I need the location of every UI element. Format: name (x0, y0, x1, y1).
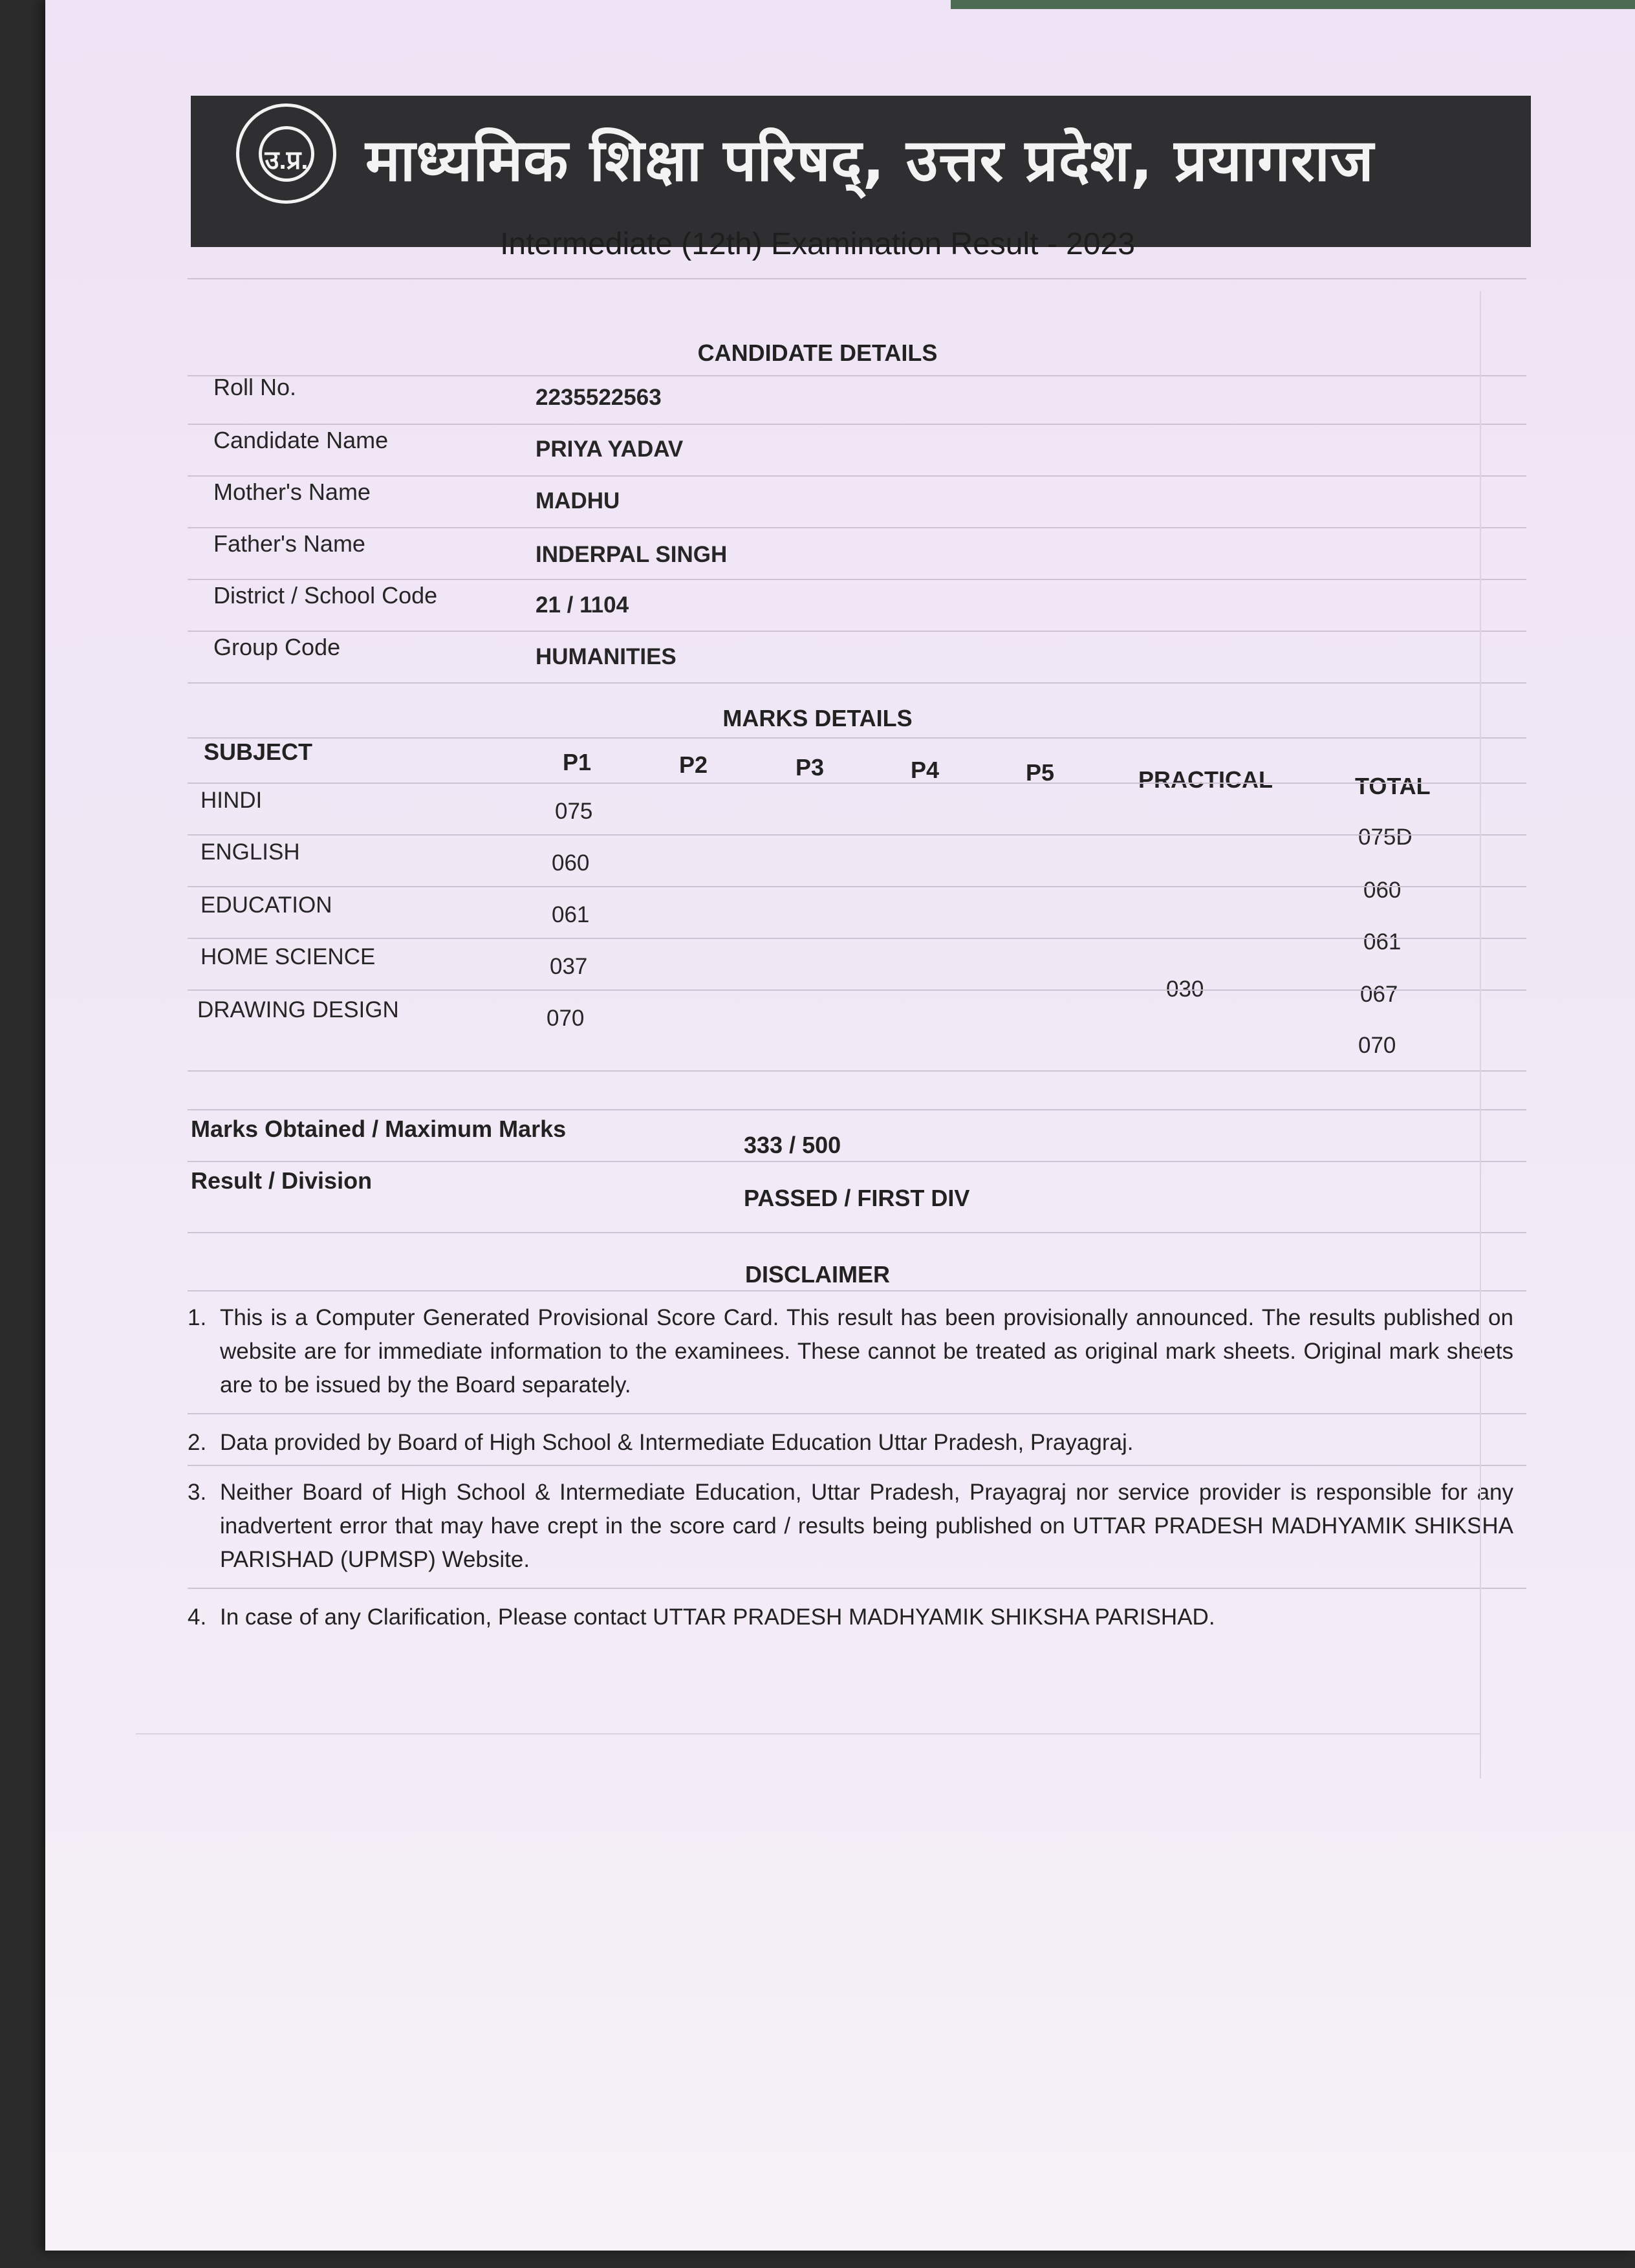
board-emblem-icon: उ.प्र. (236, 103, 336, 204)
p3-header: P3 (796, 754, 825, 781)
roll-no-label: Roll No. (213, 374, 297, 400)
background-strip (951, 0, 1635, 9)
marks-obtained-label: Marks Obtained / Maximum Marks (191, 1116, 567, 1142)
disclaimer-title: DISCLAIMER (745, 1261, 890, 1288)
total-cell: 067 (1360, 982, 1398, 1007)
group-code-label: Group Code (213, 634, 341, 660)
marks-details-title: MARKS DETAILS (722, 705, 913, 731)
total-cell: 060 (1363, 878, 1402, 903)
p1-cell: 061 (552, 902, 590, 927)
disclaimer-item: 2. Data provided by Board of High School & Intermediate Education Uttar Pradesh, Prayagraj. (188, 1430, 1134, 1455)
marks-obtained-value: 333 / 500 (744, 1132, 841, 1158)
subject-cell: ENGLISH (200, 839, 300, 865)
p2-header: P2 (679, 751, 708, 778)
group-code-value: HUMANITIES (536, 644, 677, 669)
result-division-value: PASSED / FIRST DIV (744, 1185, 970, 1211)
subject-header: SUBJECT (204, 739, 313, 765)
divider (188, 375, 1526, 376)
frame-line (1480, 291, 1481, 1778)
p1-cell: 070 (547, 1006, 585, 1031)
subject-cell: DRAWING DESIGN (197, 997, 399, 1022)
frame-line (136, 1733, 1481, 1734)
roll-no-value: 2235522563 (536, 385, 662, 410)
disclaimer-item: 3. Neither Board of High School & Intermediate Education, Uttar Pradesh, Prayagraj nor service provider is responsible for any inadvertent error that may have crept in the score card / results being published on UTTAR PRADESH MADHYAMIK SHIKSHA PARISHAD (UPMSP) Website. (188, 1480, 1513, 1572)
district-school-code-value: 21 / 1104 (536, 592, 629, 618)
total-cell: 070 (1358, 1033, 1396, 1058)
fathers-name-value: INDERPAL SINGH (536, 542, 728, 567)
mothers-name-label: Mother's Name (213, 479, 371, 505)
p4-header: P4 (911, 757, 940, 783)
district-school-code-label: District / School Code (213, 582, 438, 609)
header-banner (191, 96, 1531, 247)
mothers-name-value: MADHU (536, 488, 620, 513)
board-name: माध्यमिक शिक्षा परिषद्, उत्तर प्रदेश, प्रयागराज (365, 127, 1374, 195)
practical-cell: 030 (1166, 977, 1204, 1002)
candidate-name-value: PRIYA YADAV (536, 437, 684, 462)
fathers-name-label: Father's Name (213, 530, 365, 557)
p1-header: P1 (563, 749, 592, 775)
candidate-details-title: CANDIDATE DETAILS (697, 340, 938, 366)
result-division-label: Result / Division (191, 1167, 373, 1194)
practical-header: PRACTICAL (1138, 766, 1273, 793)
candidate-name-label: Candidate Name (213, 427, 389, 453)
total-header: TOTAL (1355, 773, 1431, 799)
p1-cell: 037 (550, 954, 588, 979)
exam-title: Intermediate (12th) Examination Result - 2023 (500, 227, 1135, 261)
subject-cell: EDUCATION (200, 892, 332, 918)
disclaimer-item: 4. In case of any Clarification, Please contact UTTAR PRADESH MADHYAMIK SHIKSHA PARISHAD. (188, 1604, 1215, 1630)
subject-cell: HINDI (200, 788, 263, 813)
p5-header: P5 (1026, 759, 1055, 786)
subject-cell: HOME SCIENCE (200, 944, 376, 969)
p1-cell: 060 (552, 850, 590, 876)
total-cell: 061 (1363, 929, 1402, 955)
total-cell: 075D (1358, 825, 1413, 850)
divider (188, 278, 1526, 279)
p1-cell: 075 (555, 799, 593, 824)
disclaimer-item: 1. This is a Computer Generated Provisional Score Card. This result has been provisionally announced. The results published on website are for immediate information to the examinees. These cannot be treated as original mark sheets. Original mark sheets are to be issued by the Board separately. (188, 1305, 1513, 1398)
